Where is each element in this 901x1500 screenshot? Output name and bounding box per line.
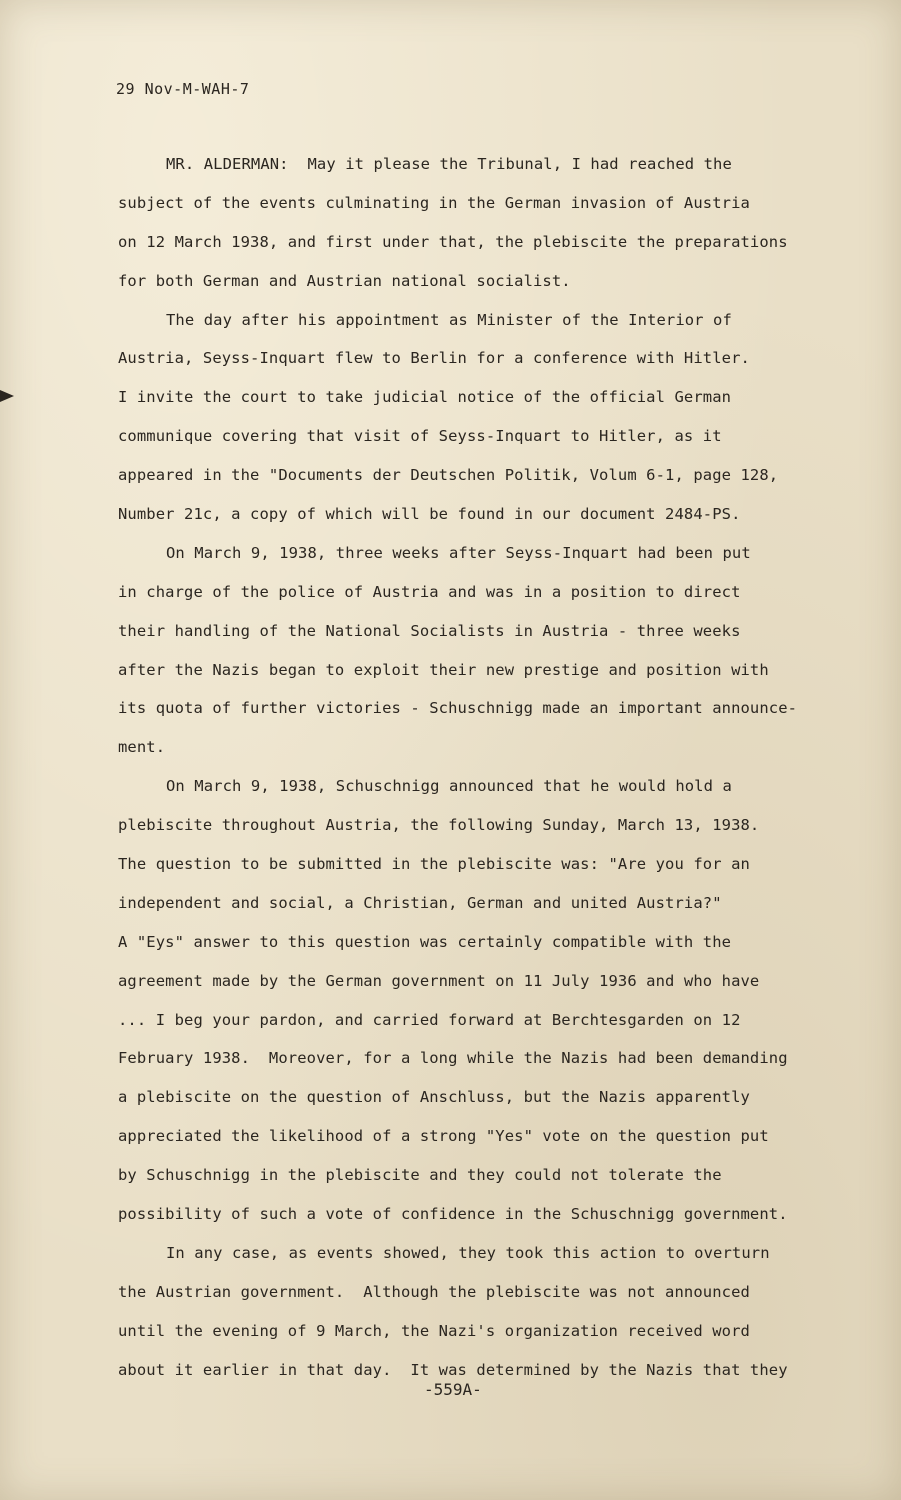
text-line: agreement made by the German government on 11 July 1936 and who have	[118, 971, 760, 990]
text-line: A "Eys" answer to this question was certainly compatible with the	[118, 932, 732, 951]
text-line: I invite the court to take judicial notice of the official German	[118, 388, 732, 407]
text-line: subject of the events culminating in the German invasion of Austria	[118, 193, 750, 212]
text-line: communique covering that visit of Seyss-Inquart to Hitler, as it	[118, 427, 722, 446]
text-line: about it earlier in that day. It was determined by the Nazis that they	[118, 1360, 788, 1379]
text-line: after the Nazis began to exploit their new prestige and position with	[118, 660, 769, 679]
text-line: Number 21c, a copy of which will be found in our document 2484-PS.	[118, 505, 741, 524]
text-line: the Austrian government. Although the plebiscite was not announced	[118, 1282, 750, 1301]
text-line: for both German and Austrian national socialist.	[118, 271, 571, 290]
text-line: plebiscite throughout Austria, the following Sunday, March 13, 1938.	[118, 816, 760, 835]
text-line: Austria, Seyss-Inquart flew to Berlin for a conference with Hitler.	[118, 349, 750, 368]
text-line: possibility of such a vote of confidence in the Schuschnigg government.	[118, 1205, 788, 1224]
text-line: In any case, as events showed, they took this action to overturn	[166, 1243, 770, 1262]
text-line: On March 9, 1938, Schuschnigg announced that he would hold a	[166, 777, 732, 796]
text-line: February 1938. Moreover, for a long while the Nazis had been demanding	[118, 1049, 788, 1068]
text-line: on 12 March 1938, and first under that, the plebiscite the preparations	[118, 232, 788, 251]
page-number: -559A-	[424, 1380, 482, 1399]
text-line: by Schuschnigg in the plebiscite and they could not tolerate the	[118, 1166, 722, 1185]
text-line: The question to be submitted in the plebiscite was: "Are you for an	[118, 855, 750, 874]
text-line: their handling of the National Socialists in Austria - three weeks	[118, 621, 741, 640]
text-line: independent and social, a Christian, German and united Austria?"	[118, 893, 722, 912]
margin-arrow-icon	[0, 390, 14, 402]
text-line: On March 9, 1938, three weeks after Seyss-Inquart had been put	[166, 543, 751, 562]
text-line: ment.	[118, 738, 166, 757]
text-line: MR. ALDERMAN: May it please the Tribunal, I had reached the	[166, 155, 732, 173]
text-line: ... I beg your pardon, and carried forward at Berchtesgarden on 12	[118, 1010, 741, 1029]
document-body	[118, 145, 838, 1390]
text-line: a plebiscite on the question of Anschluss, but the Nazis apparently	[118, 1088, 750, 1107]
document-header: 29 Nov-M-WAH-7	[116, 80, 250, 98]
text-line: appreciated the likelihood of a strong "Yes" vote on the question put	[118, 1127, 769, 1146]
text-line: appeared in the "Documents der Deutschen Politik, Volum 6-1, page 128,	[118, 466, 779, 485]
text-line: its quota of further victories - Schuschnigg made an important announce-	[118, 699, 798, 718]
text-line: The day after his appointment as Minister of the Interior of	[166, 310, 732, 329]
text-line: until the evening of 9 March, the Nazi's organization received word	[118, 1321, 750, 1340]
text-line: in charge of the police of Austria and was in a position to direct	[118, 582, 741, 601]
